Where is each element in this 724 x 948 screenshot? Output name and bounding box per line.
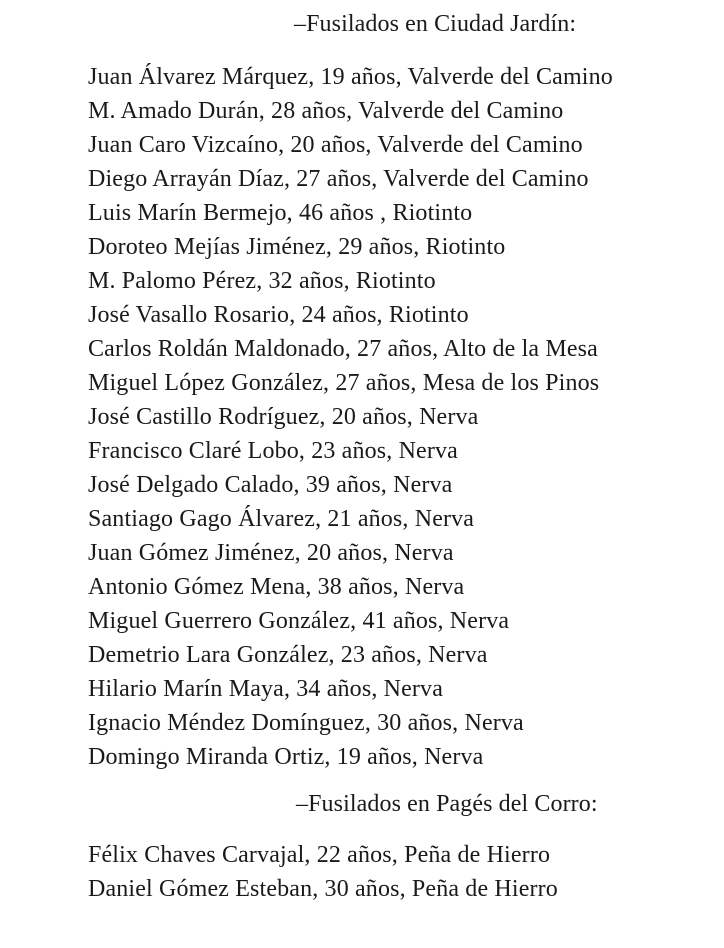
list-item: Daniel Gómez Esteban, 30 años, Peña de Hierro [88, 876, 558, 902]
section-heading-ciudad-jardin: –Fusilados en Ciudad Jardín: [294, 11, 577, 37]
list-item: Miguel López González, 27 años, Mesa de los Pinos [88, 370, 600, 396]
list-item: José Delgado Calado, 39 años, Nerva [88, 472, 453, 498]
list-item: José Vasallo Rosario, 24 años, Riotinto [88, 302, 469, 328]
executed-list-pages-del-corro [88, 838, 558, 906]
list-item: Juan Gómez Jiménez, 20 años, Nerva [88, 540, 454, 566]
list-item: Demetrio Lara González, 23 años, Nerva [88, 642, 488, 668]
list-item: Diego Arrayán Díaz, 27 años, Valverde del Camino [88, 166, 589, 192]
list-item: Juan Caro Vizcaíno, 20 años, Valverde del Camino [88, 132, 583, 158]
list-item: Miguel Guerrero González, 41 años, Nerva [88, 608, 510, 634]
list-item: Santiago Gago Álvarez, 21 años, Nerva [88, 506, 475, 532]
list-item: Félix Chaves Carvajal, 22 años, Peña de Hierro [88, 842, 551, 868]
section-heading-pages-del-corro: –Fusilados en Pagés del Corro: [296, 791, 598, 817]
list-item: M. Amado Durán, 28 años, Valverde del Camino [88, 98, 564, 124]
list-item: Luis Marín Bermejo, 46 años , Riotinto [88, 200, 473, 226]
list-item: Juan Álvarez Márquez, 19 años, Valverde del Camino [88, 64, 613, 90]
list-item: Doroteo Mejías Jiménez, 29 años, Riotinto [88, 234, 506, 260]
list-item: Antonio Gómez Mena, 38 años, Nerva [88, 574, 465, 600]
list-item: M. Palomo Pérez, 32 años, Riotinto [88, 268, 436, 294]
list-item: Ignacio Méndez Domínguez, 30 años, Nerva [88, 710, 524, 736]
list-item: Domingo Miranda Ortiz, 19 años, Nerva [88, 744, 484, 770]
executed-list-ciudad-jardin [88, 60, 613, 774]
list-item: Hilario Marín Maya, 34 años, Nerva [88, 676, 443, 702]
list-item: José Castillo Rodríguez, 20 años, Nerva [88, 404, 479, 430]
list-item: Carlos Roldán Maldonado, 27 años, Alto de la Mesa [88, 336, 598, 362]
list-item: Francisco Claré Lobo, 23 años, Nerva [88, 438, 458, 464]
